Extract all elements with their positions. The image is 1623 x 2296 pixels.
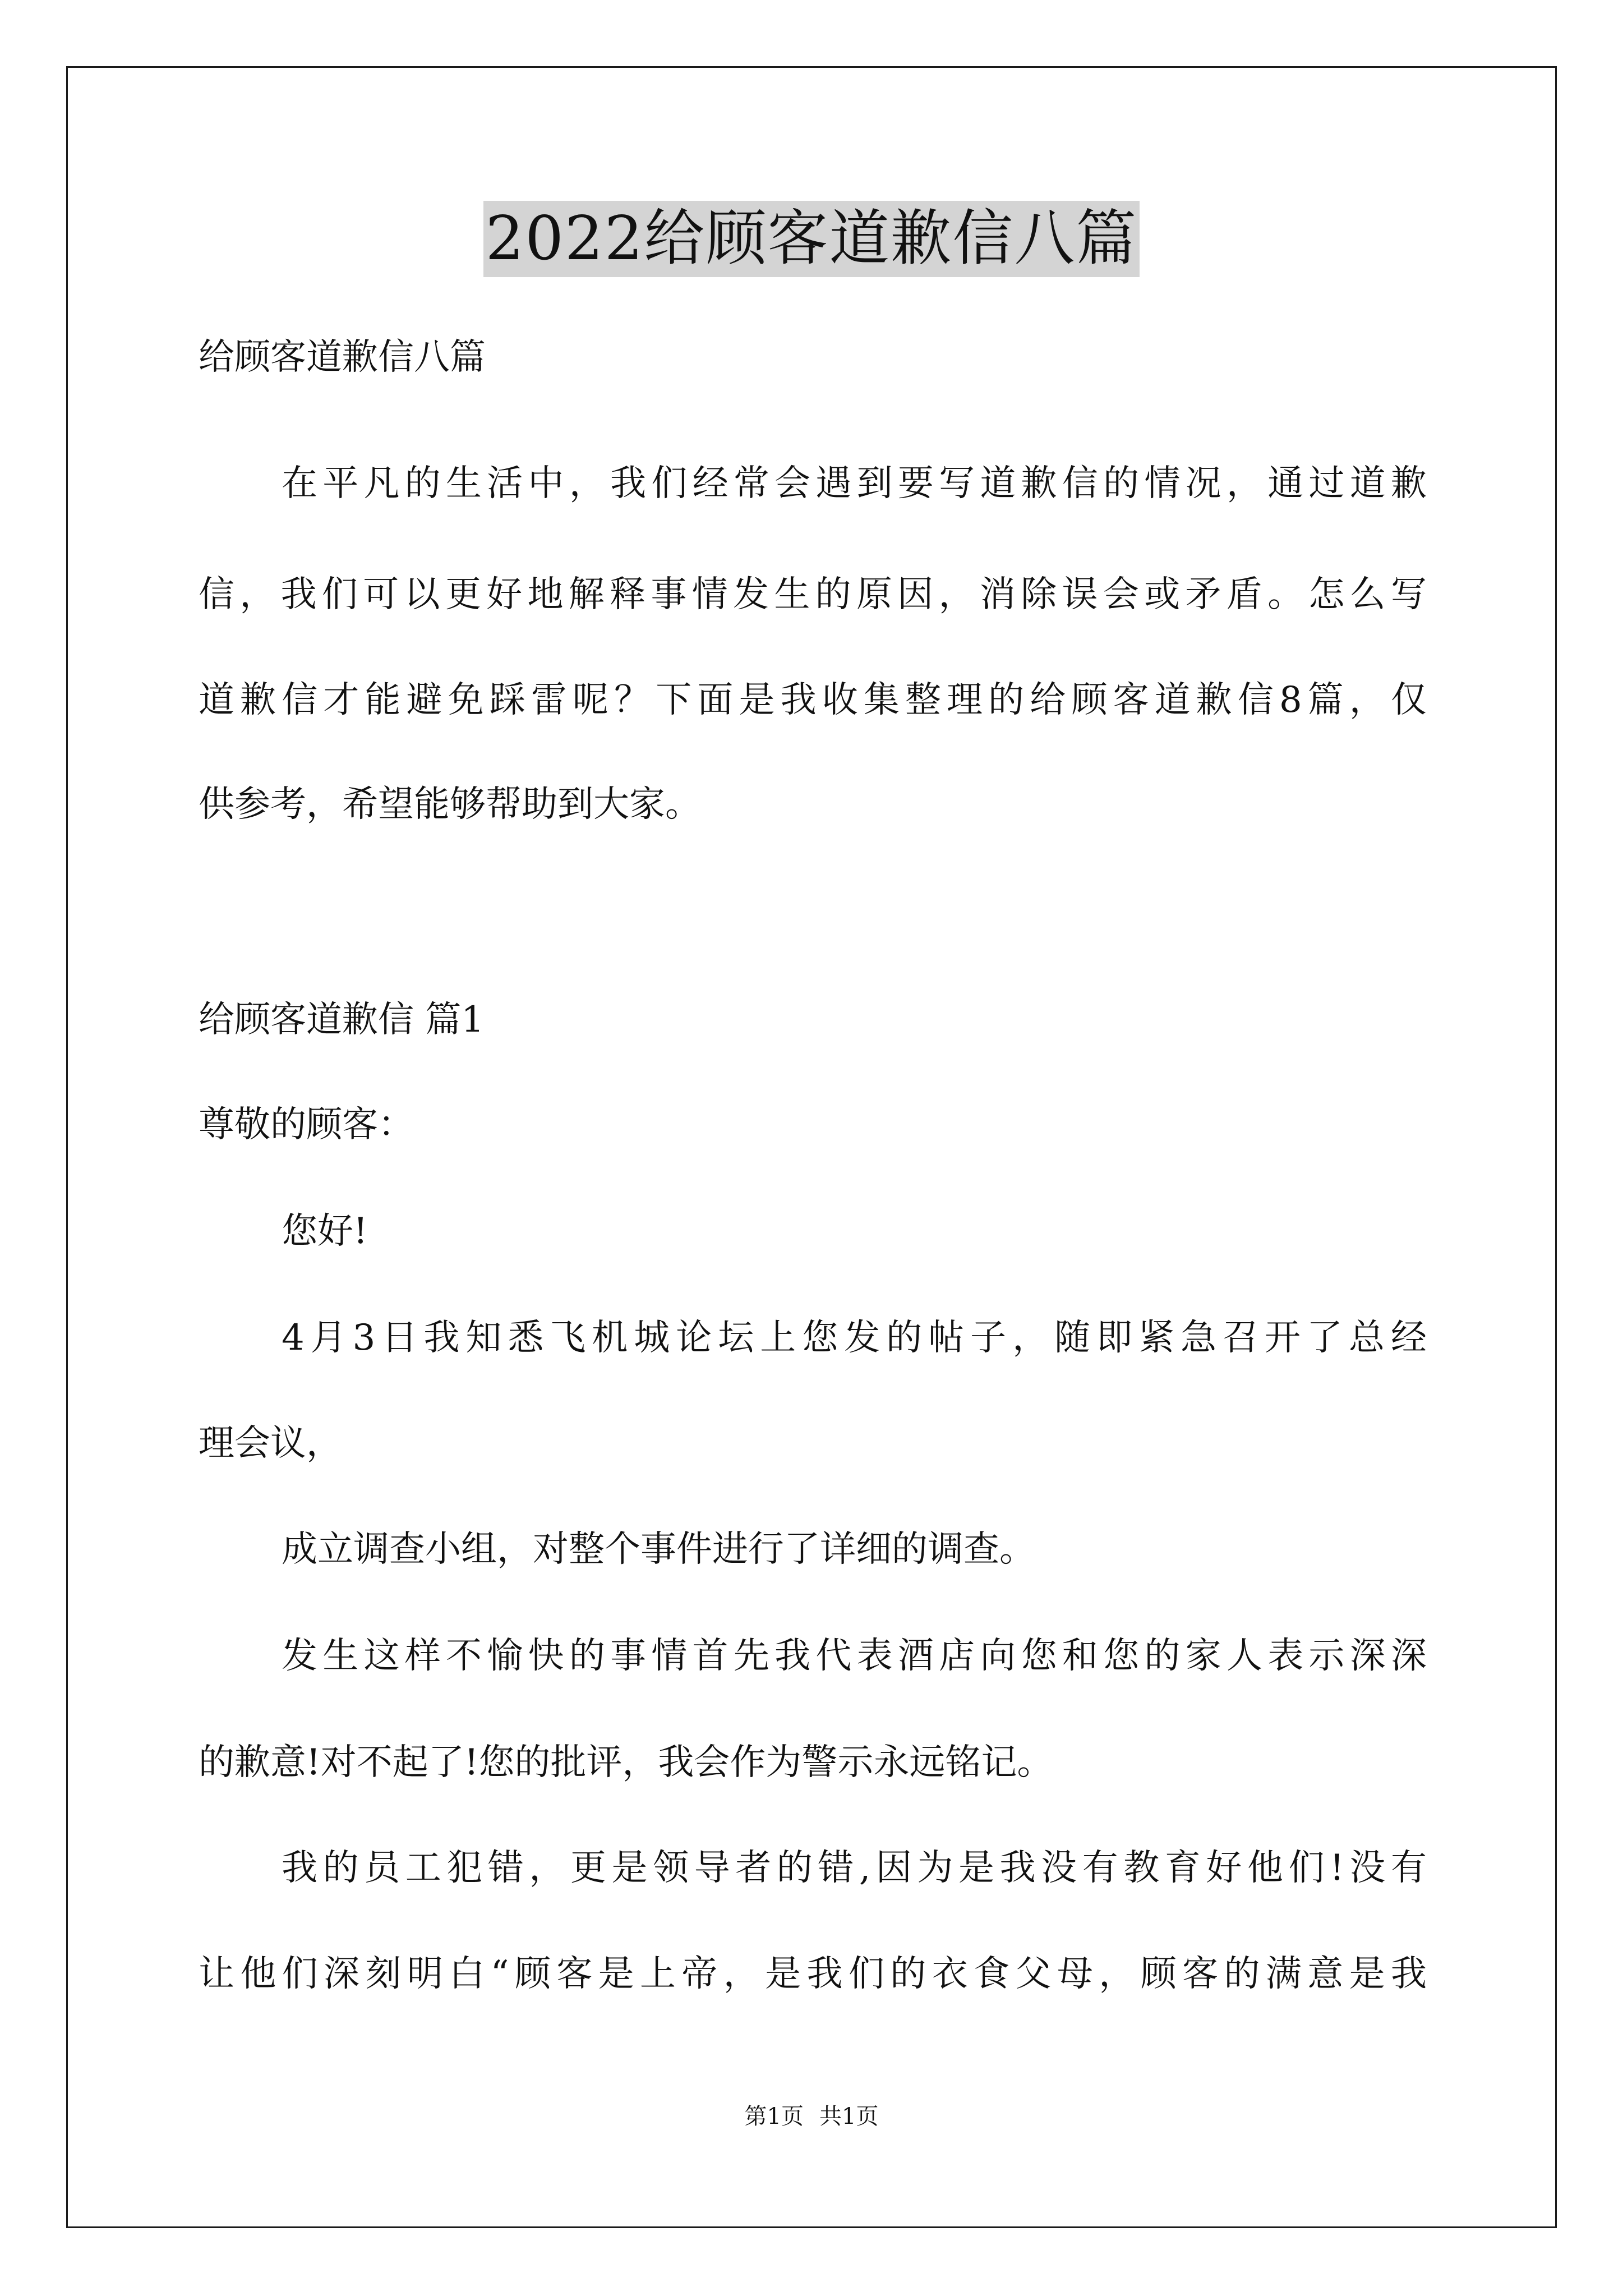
paragraph-line: 我的员工犯错，更是领导者的错,因为是我没有教育好他们!没有 (282, 1847, 1427, 1889)
page-number-total: 共1页 (819, 2104, 879, 2129)
salutation-line: 尊敬的顾客： (199, 1104, 414, 1145)
paragraph-line: 让他们深刻明白“顾客是上帝，是我们的衣食父母，顾客的满意是我 (199, 1953, 1427, 1995)
page-footer (0, 2101, 1623, 2132)
page-number-current: 第1页 (744, 2104, 804, 2129)
section-heading: 给顾客道歉信 篇1 (199, 999, 485, 1041)
paragraph-line: 理会议， (199, 1423, 342, 1464)
paragraph-line: 的歉意!对不起了!您的批评，我会作为警示永远铭记。 (199, 1742, 1053, 1783)
subtitle-line: 给顾客道歉信八篇 (199, 337, 486, 378)
paragraph-line: 道歉信才能避免踩雷呢？下面是我收集整理的给顾客道歉信8篇，仅 (199, 679, 1427, 721)
greeting-line: 您好! (282, 1211, 368, 1252)
paragraph-line: 发生这样不愉快的事情首先我代表酒店向您和您的家人表示深深 (282, 1635, 1427, 1677)
paragraph-line: 成立调查小组，对整个事件进行了详细的调查。 (282, 1529, 1035, 1570)
document-title: 2022给顾客道歉信八篇 (483, 201, 1140, 277)
paragraph-line: 在平凡的生活中，我们经常会遇到要写道歉信的情况，通过道歉 (282, 463, 1427, 504)
paragraph-line: 信，我们可以更好地解释事情发生的原因，消除误会或矛盾。怎么写 (199, 574, 1427, 615)
title-container (0, 201, 1623, 277)
paragraph-line: 供参考，希望能够帮助到大家。 (199, 784, 701, 825)
paragraph-line: 4月3日我知悉飞机城论坛上您发的帖子，随即紧急召开了总经 (282, 1317, 1427, 1359)
